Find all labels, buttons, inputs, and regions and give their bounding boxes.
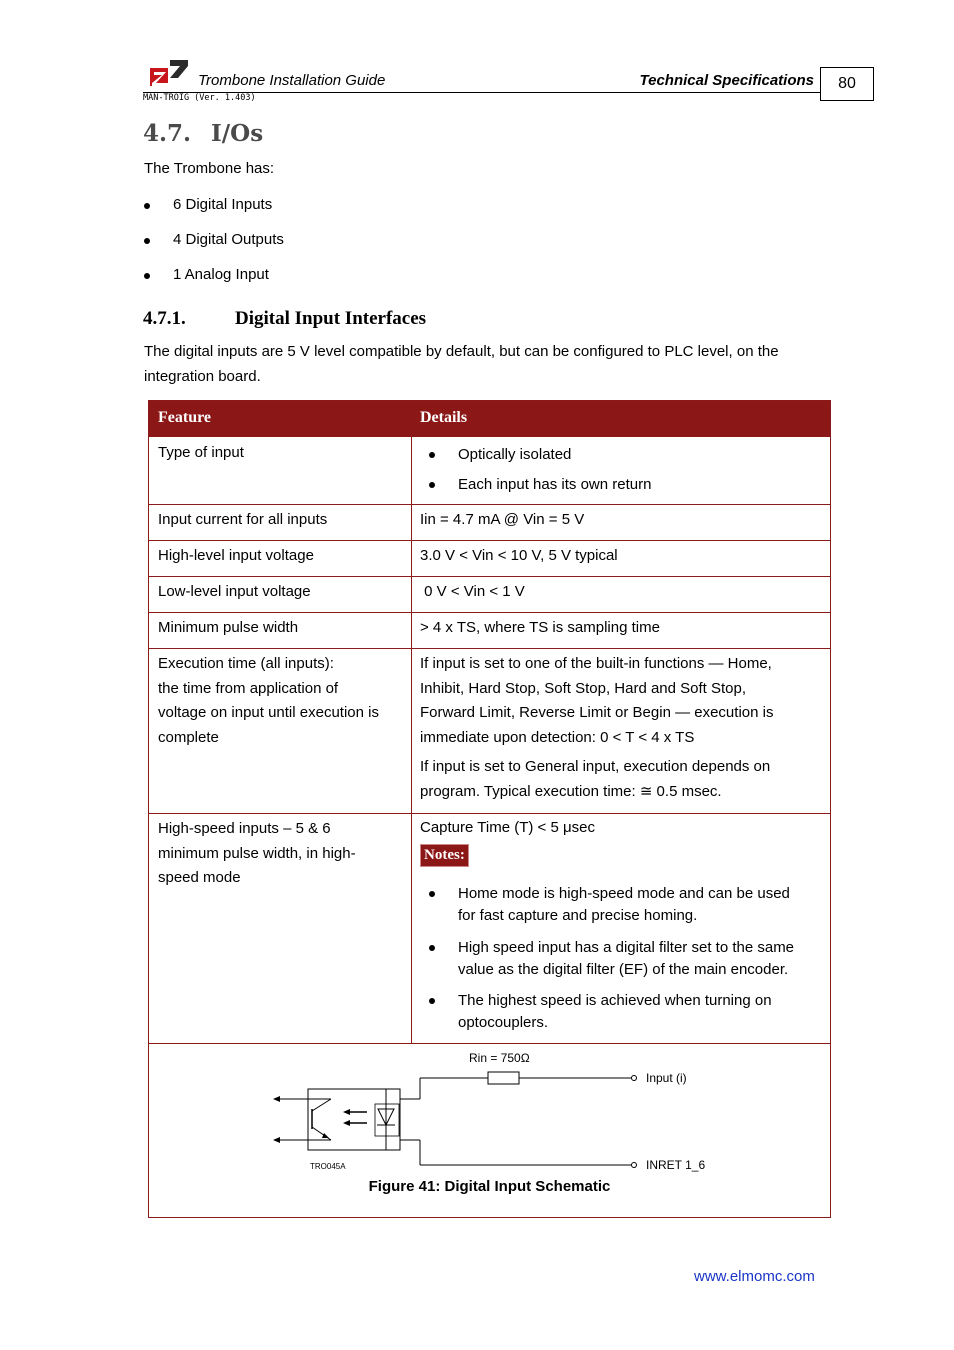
bullet-dot bbox=[144, 203, 150, 209]
digital-input-schematic bbox=[269, 1049, 729, 1175]
table-header bbox=[149, 401, 830, 437]
row-divider bbox=[149, 813, 830, 814]
table-cell-details: If input is set to one of the built-in functions — Home, Inhibit, Hard Stop, Soft Stop, Hard and Soft Stop, Forward Limit, Reverse Limit or Begin — execution is immediate upon detection: 0 < T < 4 x TS If input is set to General input, execution depends on program. Typical execution time: ≅ 0.5 msec. bbox=[420, 655, 774, 800]
table-cell-feature: Type of input bbox=[158, 444, 244, 461]
heading-number: 4.7.1. bbox=[143, 308, 186, 329]
row-divider bbox=[149, 612, 830, 613]
rin-label: Rin = 750Ω bbox=[469, 1051, 530, 1065]
table-cell-feature: Input current for all inputs bbox=[158, 511, 328, 528]
paragraph: The digital inputs are 5 V level compatible by default, but can be configured to PLC level, on the integration board. bbox=[144, 343, 779, 385]
column-header-feature: Feature bbox=[158, 409, 212, 426]
heading-title: I/Os bbox=[211, 120, 264, 147]
figure-caption: Figure 41: Digital Input Schematic bbox=[368, 1178, 611, 1195]
page-number: 80 bbox=[820, 67, 874, 101]
table-cell-details: Capture Time (T) < 5 μsec bbox=[420, 819, 595, 836]
bullet-dot bbox=[429, 452, 435, 458]
table-cell-feature: High-speed inputs – 5 & 6 minimum pulse width, in high- speed mode bbox=[158, 820, 356, 886]
table-cell-feature: High-level input voltage bbox=[158, 547, 314, 564]
bullet-dot bbox=[144, 273, 150, 279]
row-divider bbox=[149, 1043, 830, 1044]
section-title: Technical Specifications bbox=[639, 72, 814, 89]
bullet-dot bbox=[429, 482, 435, 488]
table-cell-details: 3.0 V < Vin < 10 V, 5 V typical bbox=[420, 547, 618, 564]
table-cell-details: Iin = 4.7 mA @ Vin = 5 V bbox=[420, 511, 585, 528]
schematic-code-label: TRO045A bbox=[310, 1162, 346, 1171]
row-divider bbox=[149, 648, 830, 649]
heading-number: 4.7. bbox=[143, 120, 192, 147]
notes-badge: Notes: bbox=[420, 844, 469, 867]
document-code: MAN-TROIG (Ver. 1.403) bbox=[143, 93, 256, 103]
heading-title: Digital Input Interfaces bbox=[235, 308, 427, 329]
input-label: Input (i) bbox=[646, 1071, 687, 1085]
row-divider bbox=[149, 504, 830, 505]
bullet-dot bbox=[429, 891, 435, 897]
bullet-dot bbox=[429, 998, 435, 1004]
table-cell-feature: Minimum pulse width bbox=[158, 619, 299, 636]
footer-link[interactable]: www.elmomc.com bbox=[694, 1268, 815, 1285]
document-title: Trombone Installation Guide bbox=[198, 72, 386, 89]
bullet-dot bbox=[144, 238, 150, 244]
table-cell-details: 0 V < Vin < 1 V bbox=[420, 583, 525, 600]
return-label: INRET 1_6 bbox=[646, 1158, 706, 1172]
table-cell-details: > 4 x TS, where TS is sampling time bbox=[420, 619, 660, 636]
table-cell-feature: Low-level input voltage bbox=[158, 583, 311, 600]
row-divider bbox=[149, 540, 830, 541]
row-divider bbox=[149, 576, 830, 577]
elmo-logo bbox=[148, 58, 190, 88]
digital-input-table: Feature Details Type of input Optically isolated Each input has its own return Input current for all inputs Iin = 4.7 mA @ Vin = 5 V High-level input voltage 3.0 V < Vin < 10 V, 5 V typical Low-level input voltage 0 V < Vin < 1 V Minimum pulse width > 4 x TS, where TS is sampling time Execution time (all inputs): the time from application of voltage on input until execution is complete If input is set to one of the built-in functions — Home, Inhibit, Hard Stop, Soft Stop, Hard and Soft Stop, Forward Limit, Reverse Limit or Begin — execution is immediate upon detection: 0 < T < 4 x TS If input is set to General input, execution depends on program. Typical execution time: ≅ 0.5 msec. High-speed inputs – 5 & 6 minimum pulse width, in high- speed mode Capture Time (T) < 5 μsec Notes: Home mode is high-speed mode and can be used for fast capture and precise homing. High speed input has a digital filter set to the same value as the digital filter (EF) of the main encoder. The highest speed is achieved when turning on optocouplers. Rin = 750Ω Input (i) INRET 1_6 TRO045A Figure 41: Digital Input Schematic bbox=[148, 400, 831, 1218]
intro-text: The Trombone has: bbox=[144, 160, 275, 177]
table-cell-feature: Execution time (all inputs): the time from application of voltage on input until execution is complete bbox=[158, 655, 379, 746]
column-header-details: Details bbox=[420, 409, 468, 426]
heading-ios bbox=[143, 120, 263, 147]
bullet-dot bbox=[429, 945, 435, 951]
heading-digital-input bbox=[143, 308, 426, 330]
column-divider bbox=[411, 437, 412, 1043]
